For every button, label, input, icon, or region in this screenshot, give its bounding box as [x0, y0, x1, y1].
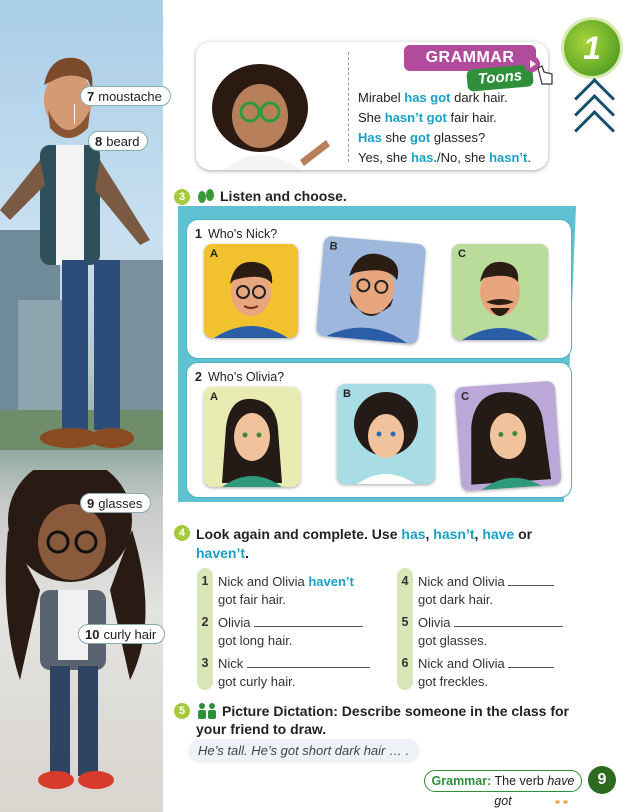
- option-2a-image[interactable]: [204, 387, 300, 487]
- exercise-4-title: Look again and complete. Use has, hasn’t, have or haven’t.: [196, 526, 533, 561]
- man-glasses-face: [204, 244, 298, 338]
- option-1c-image[interactable]: [452, 244, 548, 340]
- item-number: 6: [401, 656, 409, 670]
- option-1a-image[interactable]: [204, 244, 298, 338]
- item-number: 4: [401, 574, 409, 588]
- label-glasses: 9 glasses: [80, 493, 151, 513]
- option-2c-image[interactable]: [454, 381, 561, 492]
- exercise-5-example: He’s tall. He’s got short dark hair … .: [188, 739, 420, 763]
- pair-work-icon: [196, 702, 218, 720]
- exercise-3-number: 3: [174, 189, 190, 205]
- option-letter: A: [210, 391, 218, 403]
- woman-long-curly-face: [454, 381, 561, 492]
- man-moustache-face: [452, 244, 548, 340]
- dotted-decoration: [556, 801, 568, 804]
- option-1b-image[interactable]: [316, 236, 426, 345]
- footer-label: Grammar:: [431, 774, 492, 788]
- toons-title: Toons: [466, 64, 534, 92]
- exercise-4-sentence: Nick and Olivia got dark hair.: [418, 573, 554, 609]
- label-beard: 8 beard: [88, 131, 148, 151]
- grammar-line-4: Yes, she has./No, she hasn’t.: [358, 150, 531, 165]
- answer-blank[interactable]: [454, 616, 563, 627]
- exercise-3-title: Listen and choose.: [220, 188, 347, 204]
- label-leader: [74, 104, 75, 124]
- unit-badge: 1: [564, 20, 620, 76]
- option-letter: B: [329, 240, 339, 253]
- exercise-4-number: 4: [174, 525, 190, 541]
- item-number: 1: [201, 574, 209, 588]
- option-letter: A: [210, 248, 218, 260]
- grammar-line-1: Mirabel has got dark hair.: [358, 90, 508, 105]
- exercise-5-number: 5: [174, 703, 190, 719]
- exercise-4-sentence: Olivia got glasses.: [418, 614, 563, 650]
- exercise-4-sentence: Nick got curly hair.: [218, 655, 370, 691]
- label-curly-hair: 10 curly hair: [78, 624, 165, 644]
- question-1-text: 1 Who’s Nick?: [195, 227, 278, 241]
- mirabel-character: [204, 60, 334, 170]
- item-number: 5: [401, 615, 409, 629]
- exercise-5-title-line2: your friend to draw.: [196, 721, 327, 737]
- woman-long-hair-face: [204, 387, 300, 487]
- exercise-4-sentence: Nick and Olivia got freckles.: [418, 655, 554, 691]
- option-2b-image[interactable]: [337, 384, 435, 484]
- item-number: 3: [201, 656, 209, 670]
- item-number: 2: [201, 615, 209, 629]
- grammar-title: GRAMMAR: [404, 45, 536, 71]
- listen-footprints-icon: [196, 187, 216, 205]
- answer-blank[interactable]: [508, 575, 554, 586]
- answer-blank[interactable]: [508, 657, 554, 668]
- woman-short-curly-face: [337, 384, 435, 484]
- grammar-line-2: She hasn’t got fair hair.: [358, 110, 497, 125]
- exercise-5-title-line1: Picture Dictation: Describe someone in the class for: [222, 703, 569, 719]
- answer-blank[interactable]: [247, 657, 370, 668]
- page-number: 9: [588, 766, 616, 794]
- grammar-footer-pill: [424, 770, 582, 808]
- footer-text: The verb: [494, 774, 548, 788]
- option-letter: C: [460, 390, 470, 404]
- footer-italic: have got: [494, 774, 575, 808]
- exercise-4-sentence: Olivia got long hair.: [218, 614, 363, 650]
- answer-blank[interactable]: [254, 616, 363, 627]
- grammar-line-3: Has she got glasses?: [358, 130, 486, 145]
- question-2-text: 2 Who’s Olivia?: [195, 370, 285, 384]
- option-letter: B: [343, 388, 351, 400]
- option-letter: C: [458, 248, 466, 260]
- label-moustache: 7 moustache: [80, 86, 171, 106]
- character-photo-panel: [0, 0, 163, 812]
- hand-pointer-icon[interactable]: [522, 54, 558, 90]
- exercise-4-sentence: Nick and Olivia haven’t got fair hair.: [218, 574, 354, 607]
